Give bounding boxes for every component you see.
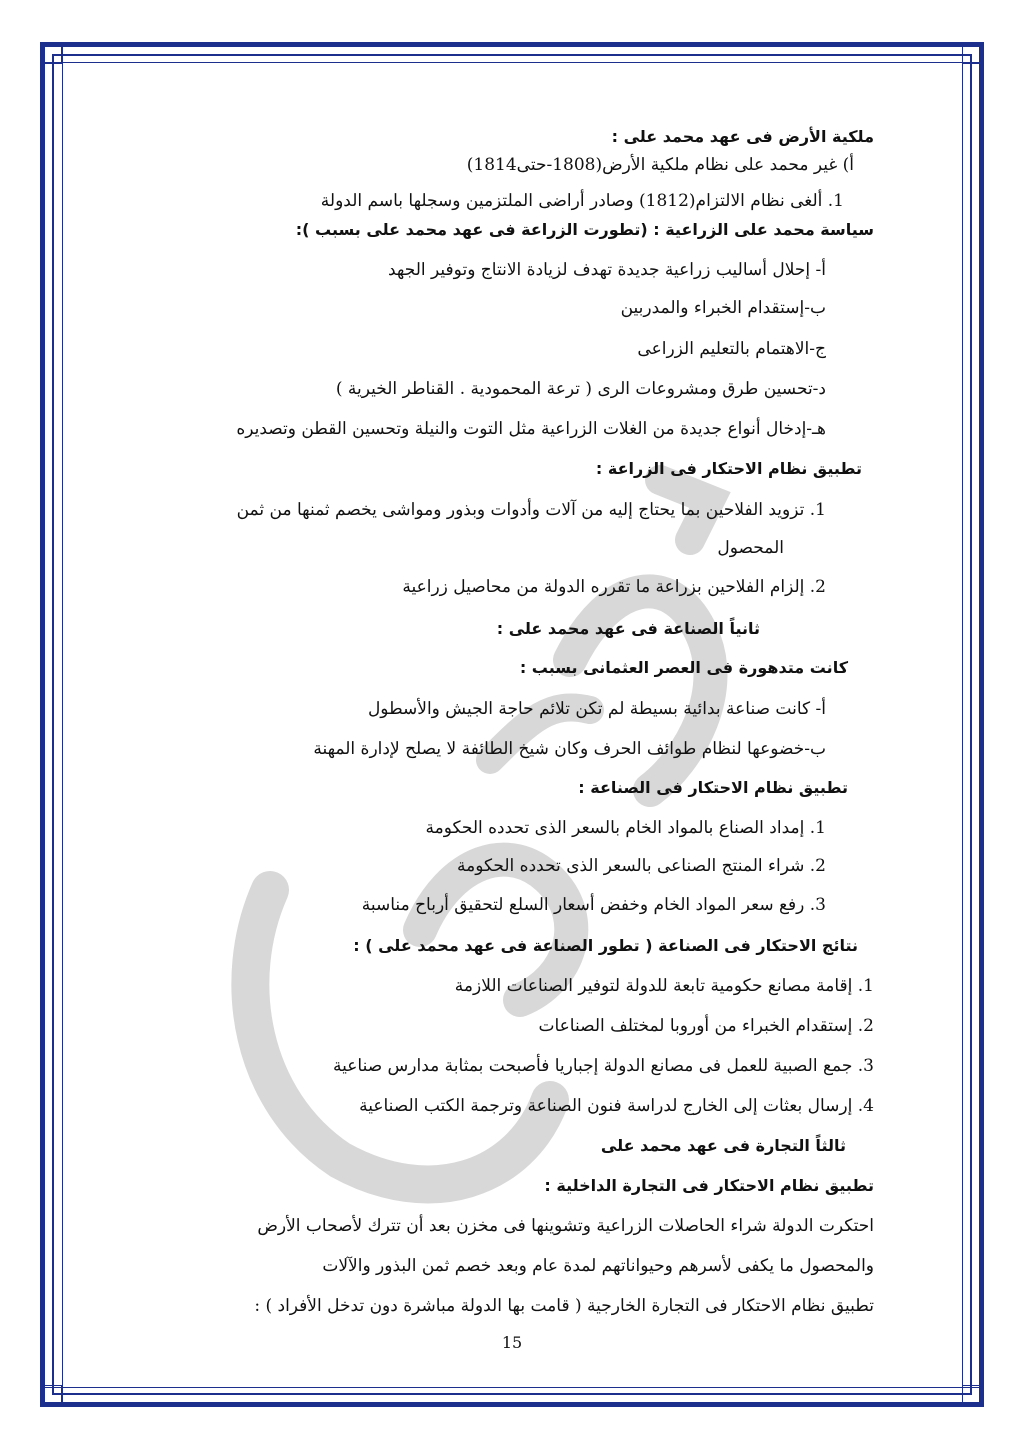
list-item: ب-خضوعها لنظام طوائف الحرف وكان شيخ الطائفة لا يصلح لإدارة المهنة xyxy=(313,739,826,759)
list-item: هـ-إدخال أنواع جديدة من الغلات الزراعية مثل التوت والنيلة وتحسين القطن وتصديره xyxy=(236,419,826,439)
list-item: ج-الاهتمام بالتعليم الزراعى xyxy=(637,339,826,359)
list-item: أ- إحلال أساليب زراعية جديدة تهدف لزيادة الانتاج وتوفير الجهد xyxy=(388,260,826,280)
list-item: د-تحسين طرق ومشروعات الرى ( ترعة المحمودية . القناطر الخيرية ) xyxy=(335,379,826,399)
list-item: 1. إقامة مصانع حكومية تابعة للدولة لتوفير الصناعات اللازمة xyxy=(454,976,874,996)
list-item: 3. رفع سعر المواد الخام وخفض أسعار السلع لتحقيق أرباح مناسبة xyxy=(361,895,826,915)
list-item: 2. إستقدام الخبراء من أوروبا لمختلف الصناعات xyxy=(538,1016,874,1036)
heading-monopoly-results: نتائج الاحتكار فى الصناعة ( تطور الصناعة فى عهد محمد على ) : xyxy=(353,936,858,955)
heading-trade: ثالثاً التجارة فى عهد محمد على xyxy=(600,1136,846,1155)
list-item: أ- كانت صناعة بدائية بسيطة لم تكن تلائم حاجة الجيش والأسطول xyxy=(367,699,826,719)
list-item: 1. تزويد الفلاحين بما يحتاج إليه من آلات وأدوات وبذور ومواشى يخصم ثمنها من ثمن xyxy=(236,500,826,520)
heading-industry: ثانياً الصناعة فى عهد محمد على : xyxy=(496,619,760,638)
page-number: 15 xyxy=(501,1333,523,1352)
heading-agriculture-policy: سياسة محمد على الزراعية : (تطورت الزراعة فى عهد محمد على بسبب ): xyxy=(295,220,874,239)
heading-internal-trade: تطبيق نظام الاحتكار فى التجارة الداخلية : xyxy=(544,1176,874,1195)
heading-industry-monopoly: تطبيق نظام الاحتكار فى الصناعة : xyxy=(578,778,848,797)
list-item: 1. ألغى نظام الالتزام(1812) وصادر أراضى الملتزمين وسجلها باسم الدولة xyxy=(320,191,844,211)
text-line: والمحصول ما يكفى لأسرهم وحيواناتهم لمدة عام وبعد خصم ثمن البذور والآلات xyxy=(322,1256,874,1276)
text-line: تطبيق نظام الاحتكار فى التجارة الخارجية ( قامت بها الدولة مباشرة دون تدخل الأفراد ) : xyxy=(254,1296,874,1316)
text-line: احتكرت الدولة شراء الحاصلات الزراعية وتشوينها فى مخزن بعد أن تترك لأصحاب الأرض xyxy=(257,1216,874,1236)
text-line: المحصول xyxy=(717,538,784,558)
text-line: أ) غير محمد على نظام ملكية الأرض(1808-حتى1814) xyxy=(466,155,854,175)
list-item: 3. جمع الصبية للعمل فى مصانع الدولة إجباريا فأصبحت بمثابة مدارس صناعية xyxy=(333,1056,874,1076)
heading-industry-decline: كانت متدهورة فى العصر العثمانى بسبب : xyxy=(519,658,848,677)
heading-land-ownership: ملكية الأرض فى عهد محمد على : xyxy=(611,127,874,146)
list-item: 1. إمداد الصناع بالمواد الخام بالسعر الذى تحدده الحكومة xyxy=(425,818,826,838)
list-item: ب-إستقدام الخبراء والمدربين xyxy=(620,298,826,318)
heading-agri-monopoly: تطبيق نظام الاحتكار فى الزراعة : xyxy=(595,459,862,478)
list-item: 2. شراء المنتج الصناعى بالسعر الذى تحدده الحكومة xyxy=(457,856,826,876)
list-item: 2. إلزام الفلاحين بزراعة ما تقرره الدولة من محاصيل زراعية xyxy=(402,577,826,597)
list-item: 4. إرسال بعثات إلى الخارج لدراسة فنون الصناعة وترجمة الكتب الصناعية xyxy=(359,1096,874,1116)
